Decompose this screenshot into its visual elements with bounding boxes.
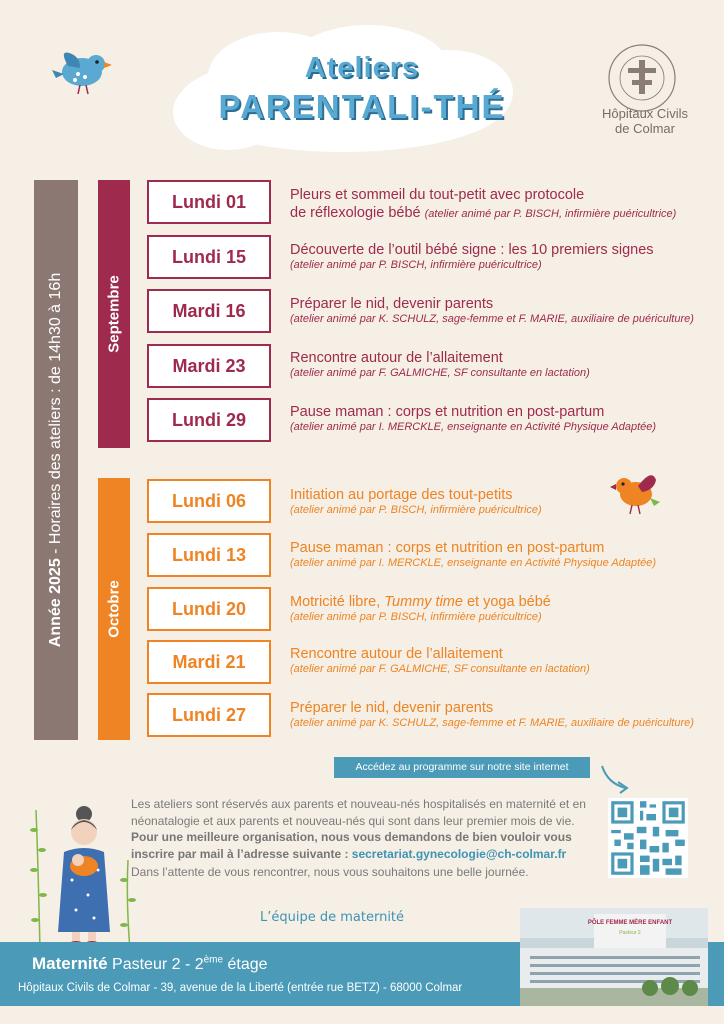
- hospital-logo: [604, 40, 680, 116]
- address-city: - 68000 Colmar: [379, 982, 463, 994]
- october-label: Octobre: [105, 580, 123, 638]
- september-label: Septembre: [105, 275, 123, 353]
- hospital-name: [574, 106, 716, 136]
- title-line1: Ateliers: [304, 52, 420, 84]
- day-box: Mardi 16: [147, 289, 271, 333]
- footer-location: [32, 954, 268, 974]
- day-box: Lundi 01: [147, 180, 271, 224]
- title-line2: PARENTALI-THÉ: [218, 88, 506, 125]
- workshop-note: (atelier animé par I. MERCKLE, enseignante en Activité Physique Adaptée): [290, 557, 657, 569]
- registration-text: Pour une meilleure organisation, nous vous demandons de bien vouloir vous inscrire par mail à l’adresse suivante :: [131, 830, 572, 861]
- september-bar: [98, 180, 130, 448]
- qr-code[interactable]: [608, 798, 688, 878]
- workshop-item: [290, 349, 710, 379]
- day-box: Lundi 27: [147, 693, 271, 737]
- workshop-title: Rencontre autour de l’allaitement: [290, 350, 503, 366]
- workshop-title: Préparer le nid, devenir parents: [290, 700, 494, 716]
- workshop-item: [290, 186, 710, 223]
- schedule-hours: - Horaires des ateliers : de 14h30 à 16h: [47, 272, 64, 559]
- workshop-note: (atelier animé par P. BISCH, infirmière puéricultrice): [290, 504, 542, 516]
- mother-baby-illustration: [28, 800, 138, 950]
- day-box: Lundi 29: [147, 398, 271, 442]
- day-box: Lundi 06: [147, 479, 271, 523]
- info-text: [131, 796, 597, 881]
- day-box: Mardi 21: [147, 640, 271, 684]
- address-main: Hôpitaux Civils de Colmar - 39, avenue de la Liberté: [18, 982, 288, 994]
- workshop-title: Motricité libre,: [290, 594, 385, 610]
- address-entrance: (entrée rue BETZ): [287, 982, 380, 994]
- workshop-item: [290, 539, 710, 569]
- workshop-note: (atelier animé par P. BISCH, infirmière puéricultrice): [424, 208, 677, 220]
- website-link[interactable]: Accédez au programme sur notre site internet: [334, 757, 590, 778]
- workshop-note: (atelier animé par K. SCHULZ, sage-femme et F. MARIE, auxiliaire de puériculture): [290, 313, 694, 325]
- workshop-note: (atelier animé par F. GALMICHE, SF consultante en lactation): [290, 663, 590, 675]
- building-sign-text: PÔLE FEMME MÈRE ENFANT: [587, 920, 673, 926]
- hospital-name-line2: de Colmar: [615, 121, 675, 136]
- floor-text: étage: [223, 956, 268, 973]
- year-schedule-label: [47, 273, 65, 647]
- bird-icon: [610, 466, 660, 516]
- workshop-item: [290, 241, 710, 271]
- workshop-title-italic: Tummy time: [384, 594, 463, 610]
- maternite-label: Maternité: [32, 954, 108, 973]
- workshop-item: [290, 295, 710, 325]
- october-bar: [98, 478, 130, 740]
- day-box: Mardi 23: [147, 344, 271, 388]
- hospital-name-line1: Hôpitaux Civils: [602, 106, 688, 121]
- workshop-note: (atelier animé par P. BISCH, infirmière puéricultrice): [290, 611, 542, 623]
- building-sign-sub: Pasteur 2: [619, 930, 641, 936]
- floor-suffix: ème: [203, 954, 224, 966]
- workshop-title-end: et yoga bébé: [462, 594, 551, 610]
- workshop-note: (atelier animé par K. SCHULZ, sage-femme et F. MARIE, auxiliaire de puériculture): [290, 717, 694, 729]
- workshop-title: Pause maman : corps et nutrition en post-partum: [290, 404, 605, 420]
- workshop-title: Pause maman : corps et nutrition en post-partum: [290, 540, 605, 556]
- hospital-building-image: [520, 908, 708, 1006]
- day-box: Lundi 13: [147, 533, 271, 577]
- footer-address: [18, 982, 462, 994]
- workshop-item: [290, 699, 710, 729]
- workshop-title: Initiation au portage des tout-petits: [290, 487, 513, 503]
- workshop-title: Préparer le nid, devenir parents: [290, 296, 494, 312]
- workshop-note: (atelier animé par I. MERCKLE, enseignante en Activité Physique Adaptée): [290, 421, 657, 433]
- location-text: Pasteur 2 - 2: [107, 956, 204, 973]
- workshop-item: [290, 403, 710, 433]
- workshop-note: (atelier animé par F. GALMICHE, SF consultante en lactation): [290, 367, 590, 379]
- email-link[interactable]: secretariat.gynecologie@ch-colmar.fr: [351, 846, 567, 861]
- day-box: Lundi 20: [147, 587, 271, 631]
- closing-text: Dans l’attente de vous rencontrer, nous vous souhaitons une belle journée.: [131, 865, 529, 879]
- year-label: Année 2025: [47, 558, 64, 648]
- bird-icon: [50, 44, 112, 96]
- workshop-title-cont: de réflexologie bébé: [290, 205, 421, 221]
- workshop-title: Découverte de l’outil bébé signe : les 10 premiers signes: [290, 242, 654, 258]
- info-paragraph: Les ateliers sont réservés aux parents et nouveau-nés hospitalisés en maternité et en néonatalogie et aux parents et nouveau-nés qui sont dans leur premier mois de vie.: [131, 797, 586, 828]
- workshop-item: [290, 593, 710, 623]
- arrow-icon: [598, 762, 632, 794]
- workshop-title: Rencontre autour de l’allaitement: [290, 646, 503, 662]
- workshop-item: [290, 645, 710, 675]
- workshop-note: (atelier animé par P. BISCH, infirmière puéricultrice): [290, 259, 542, 271]
- day-box: Lundi 15: [147, 235, 271, 279]
- signature: L’équipe de maternité: [260, 910, 405, 925]
- workshop-title: Pleurs et sommeil du tout-petit avec protocole: [290, 187, 585, 203]
